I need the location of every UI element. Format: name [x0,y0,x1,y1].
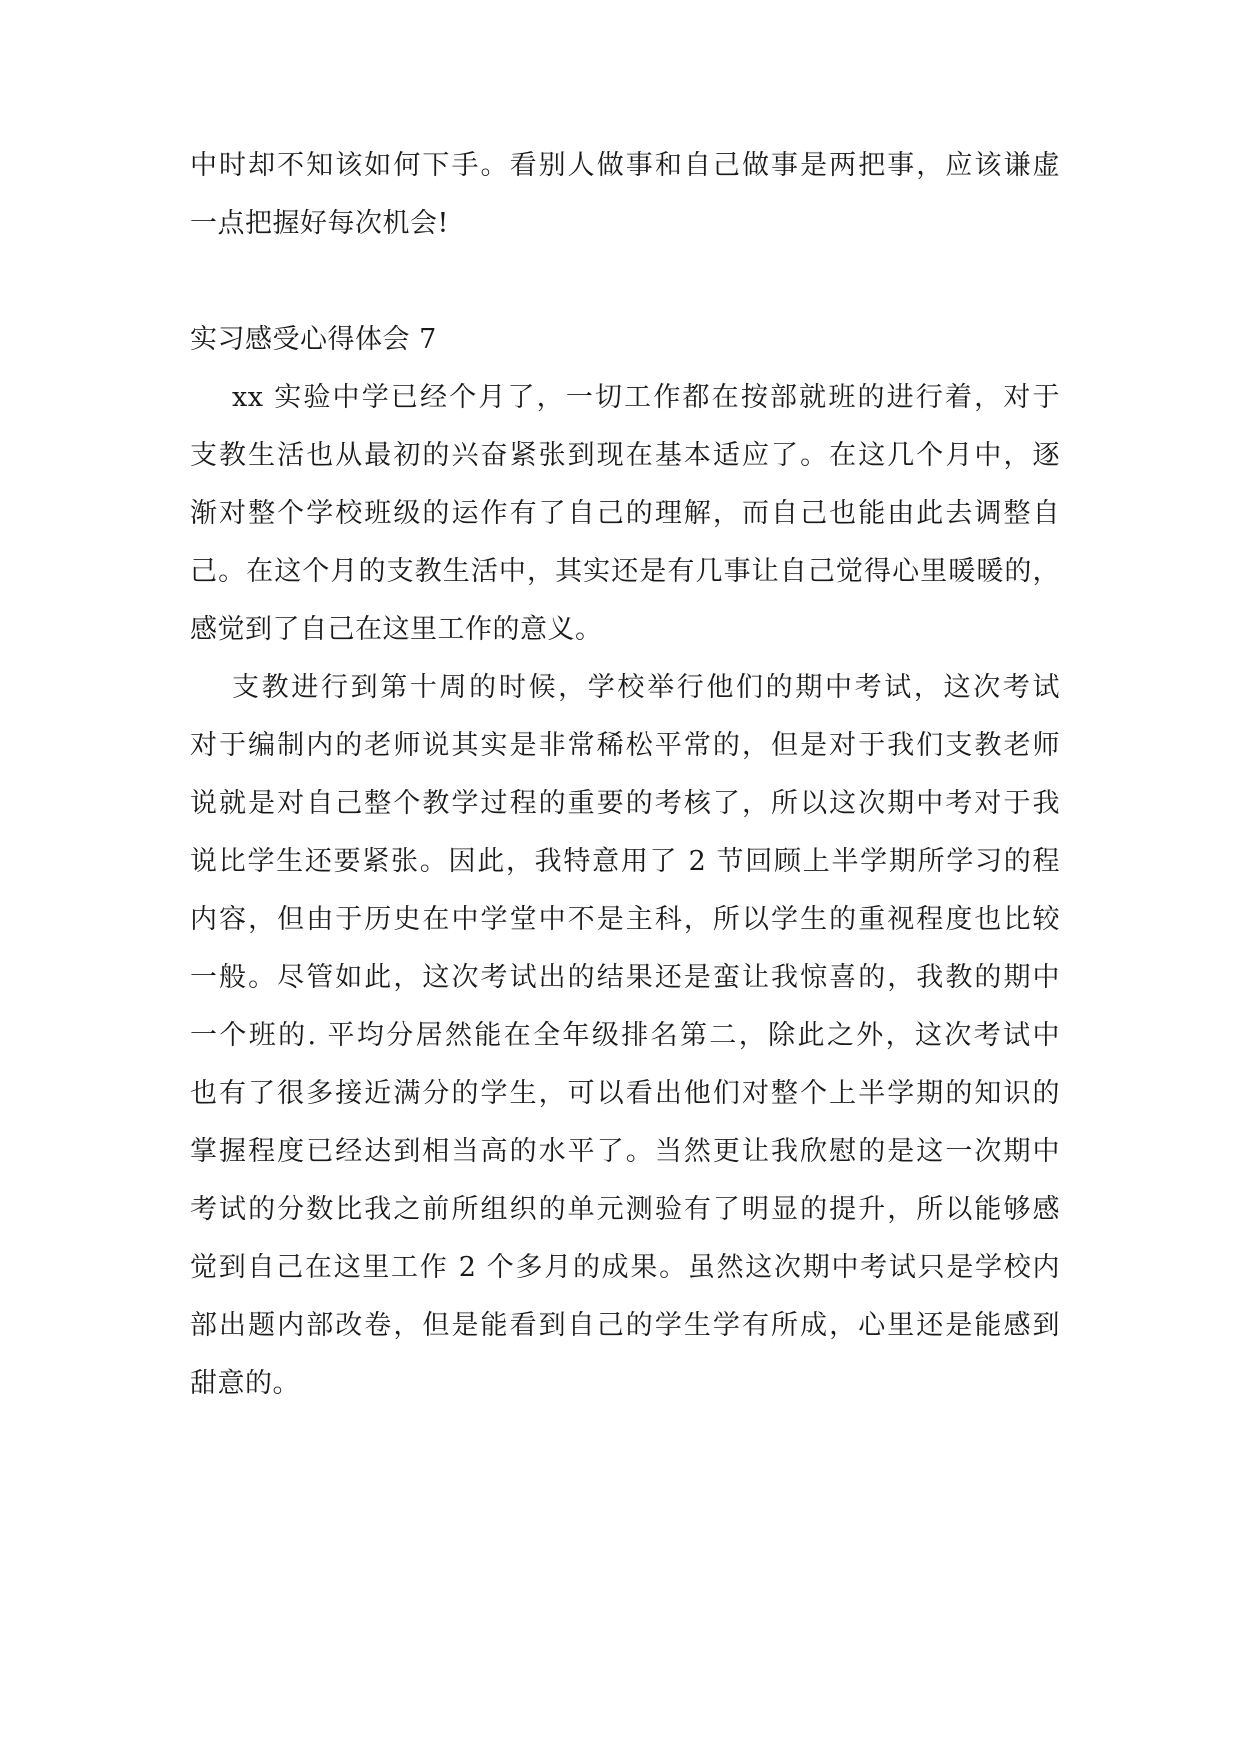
text-line: 部出题内部改卷，但是能看到自己的学生学有所成，心里还是能感到 [190,1310,1060,1341]
text-line: 一个班的. 平均分居然能在全年级排名第二，除此之外，这次考试中 [190,1020,1060,1051]
text-line: 说就是对自己整个教学过程的重要的考核了，所以这次期中考对于我 [190,788,1060,819]
text-line: 也有了很多接近满分的学生，可以看出他们对整个上半学期的知识的 [190,1078,1060,1109]
text-line: 支教生活也从最初的兴奋紧张到现在基本适应了。在这几个月中，逐 [190,440,1060,471]
text-line: 一般。尽管如此，这次考试出的结果还是蛮让我惊喜的，我教的期中 [190,962,1060,993]
text-line: 考试的分数比我之前所组织的单元测验有了明显的提升，所以能够感 [190,1194,1060,1225]
text-line: 一点把握好每次机会! [190,208,449,239]
text-line: 甜意的。 [190,1368,300,1399]
text-line: 掌握程度已经达到相当高的水平了。当然更让我欣慰的是这一次期中 [190,1136,1060,1167]
text-line: 渐对整个学校班级的运作有了自己的理解，而自己也能由此去调整自 [190,498,1060,529]
text-line: 支教进行到第十周的时候，学校举行他们的期中考试，这次考试 [232,672,1060,703]
section-title: 实习感受心得体会 7 [190,324,437,355]
text-line: 说比学生还要紧张。因此，我特意用了 2 节回顾上半学期所学习的程 [190,846,1060,877]
text-line: 感觉到了自己在这里工作的意义。 [190,614,603,645]
text-line: 己。在这个月的支教生活中，其实还是有几事让自己觉得心里暖暖的， [190,556,1060,587]
text-line: 对于编制内的老师说其实是非常稀松平常的，但是对于我们支教老师 [190,730,1060,761]
text-line: 觉到自己在这里工作 2 个多月的成果。虽然这次期中考试只是学校内 [190,1252,1060,1283]
text-line: xx 实验中学已经个月了，一切工作都在按部就班的进行着，对于 [232,382,1060,413]
text-line: 中时却不知该如何下手。看别人做事和自己做事是两把事，应该谦虚 [190,150,1060,181]
text-line: 内容，但由于历史在中学堂中不是主科，所以学生的重视程度也比较 [190,904,1060,935]
